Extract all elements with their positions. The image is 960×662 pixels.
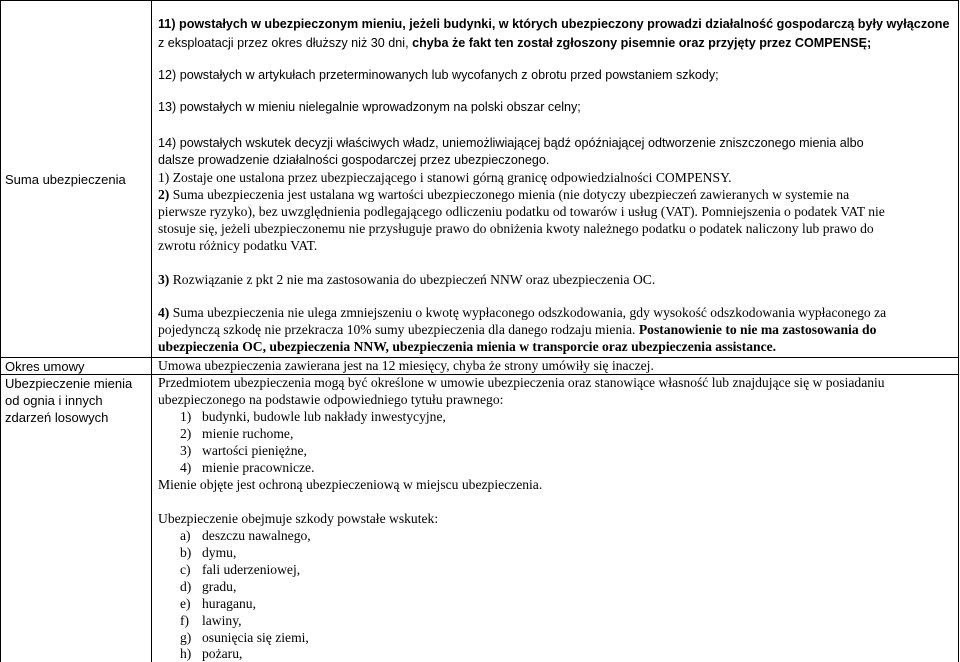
ogien-item-4: 4) mienie pracownicze. <box>180 460 315 475</box>
suma-point-3: 3) Rozwiązanie z pkt 2 nie ma zastosowania do ubezpieczeń NNW oraz ubezpieczenia OC. <box>158 272 656 287</box>
label-ubezpieczenie-mienia <box>5 375 132 426</box>
exclusion-14-line-1: 14) powstałych wskutek decyzji właściwych władz, uniemożliwiającej bądź opóźniającej odtworzenie zniszczonego mienia albo <box>158 136 864 150</box>
ogien-item-1: 1) budynki, budowle lub nakłady inwestycyjne, <box>180 409 446 424</box>
ogien-cause-g: g) osunięcia się ziemi, <box>180 630 309 645</box>
suma-point-4-line-2: pojedynczą szkodę nie przekracza 10% sumy ubezpieczenia dla danego rodzaju mienia. Postanowienie to nie ma zastosowania do <box>158 322 877 337</box>
suma-point-4-line-3: ubezpieczenia OC, ubezpieczenia NNW, ubezpieczenia mienia w transporcie oraz ubezpieczenia assistance. <box>158 339 777 354</box>
suma-point-4-line-1: 4) Suma ubezpieczenia nie ulega zmniejszeniu o kwotę wypłaconego odszkodowania, gdy wysokość odszkodowania wypłaconego za <box>158 305 887 320</box>
label-okres-umowy: Okres umowy <box>5 359 85 374</box>
right-border <box>958 0 959 662</box>
label-suma-ubezpieczenia: Suma ubezpieczenia <box>5 172 126 187</box>
ogien-intro-line-2: ubezpieczonego na podstawie odpowiedniego tytułu prawnego: <box>158 392 504 407</box>
ogien-cause-d: d) gradu, <box>180 579 237 594</box>
ogien-cause-f: f) lawiny, <box>180 613 242 628</box>
ogien-item-2: 2) mienie ruchome, <box>180 426 294 441</box>
ogien-item-3: 3) wartości pieniężne, <box>180 443 307 458</box>
column-divider <box>151 0 152 662</box>
ogien-cause-c: c) fali uderzeniowej, <box>180 562 301 577</box>
ogien-cause-a: a) deszczu nawalnego, <box>180 528 311 543</box>
ogien-cause-h: h) pożaru, <box>180 646 243 661</box>
label-line: zdarzeń losowych <box>5 410 109 425</box>
ogien-location: Mienie objęte jest ochroną ubezpieczeniową w miejscu ubezpieczenia. <box>158 477 543 492</box>
ogien-cause-b: b) dymu, <box>180 545 237 560</box>
okres-text: Umowa ubezpieczenia zawierana jest na 12 miesięcy, chyba że strony umówiły się inaczej. <box>158 358 654 373</box>
left-border <box>0 0 1 662</box>
suma-point-2-line-1: 2) Suma ubezpieczenia jest ustalana wg wartości ubezpieczonego mienia (nie dotyczy ubezpieczeń zawieranych w systemie na <box>158 187 850 202</box>
suma-point-1: 1) Zostaje one ustalona przez ubezpieczającego i stanowi górną granicę odpowiedzialności COMPENSY. <box>158 170 732 185</box>
ogien-causes-intro: Ubezpieczenie obejmuje szkody powstałe wskutek: <box>158 511 439 526</box>
exclusion-11-line-1: 11) powstałych w ubezpieczonym mieniu, jeżeli budynki, w których ubezpieczony prowadzi działalność gospodarczą były wyłączone <box>158 17 950 31</box>
exclusion-13: 13) powstałych w mieniu nielegalnie wprowadzonym na polski obszar celny; <box>158 100 581 114</box>
suma-point-2-line-2: pierwsze ryzyko), bez uwzględnienia podlegającego odliczeniu podatku od towarów i usług (VAT). Pomniejszenia o podatek VAT nie <box>158 204 885 219</box>
suma-point-2-line-4: zwrotu różnicy podatku VAT. <box>158 238 318 253</box>
top-border <box>0 0 959 1</box>
exclusion-14-line-2: dalsze prowadzenie działalności gospodarczej przez ubezpieczonego. <box>158 153 550 167</box>
exclusion-12: 12) powstałych w artykułach przeterminowanych lub wycofanych z obrotu przed powstaniem szkody; <box>158 68 719 82</box>
ogien-intro-line-1: Przedmiotem ubezpieczenia mogą być określone w umowie ubezpieczenia oraz stanowiące własność lub znajdujące się w posiadaniu <box>158 375 885 390</box>
label-line: od ognia i innych <box>5 393 103 408</box>
suma-point-2-line-3: stosuje się, jeżeli ubezpieczonemu nie przysługuje prawo do obniżenia kwoty należnego podatku o podatek naliczony lub prawo do <box>158 221 874 236</box>
exclusion-11-line-2: z eksploatacji przez okres dłuższy niż 30 dni, chyba że fakt ten został zgłoszony pisemnie oraz przyjęty przez COMPENSĘ; <box>158 36 872 50</box>
label-line: Ubezpieczenie mienia <box>5 376 133 391</box>
ogien-cause-e: e) huraganu, <box>180 596 256 611</box>
